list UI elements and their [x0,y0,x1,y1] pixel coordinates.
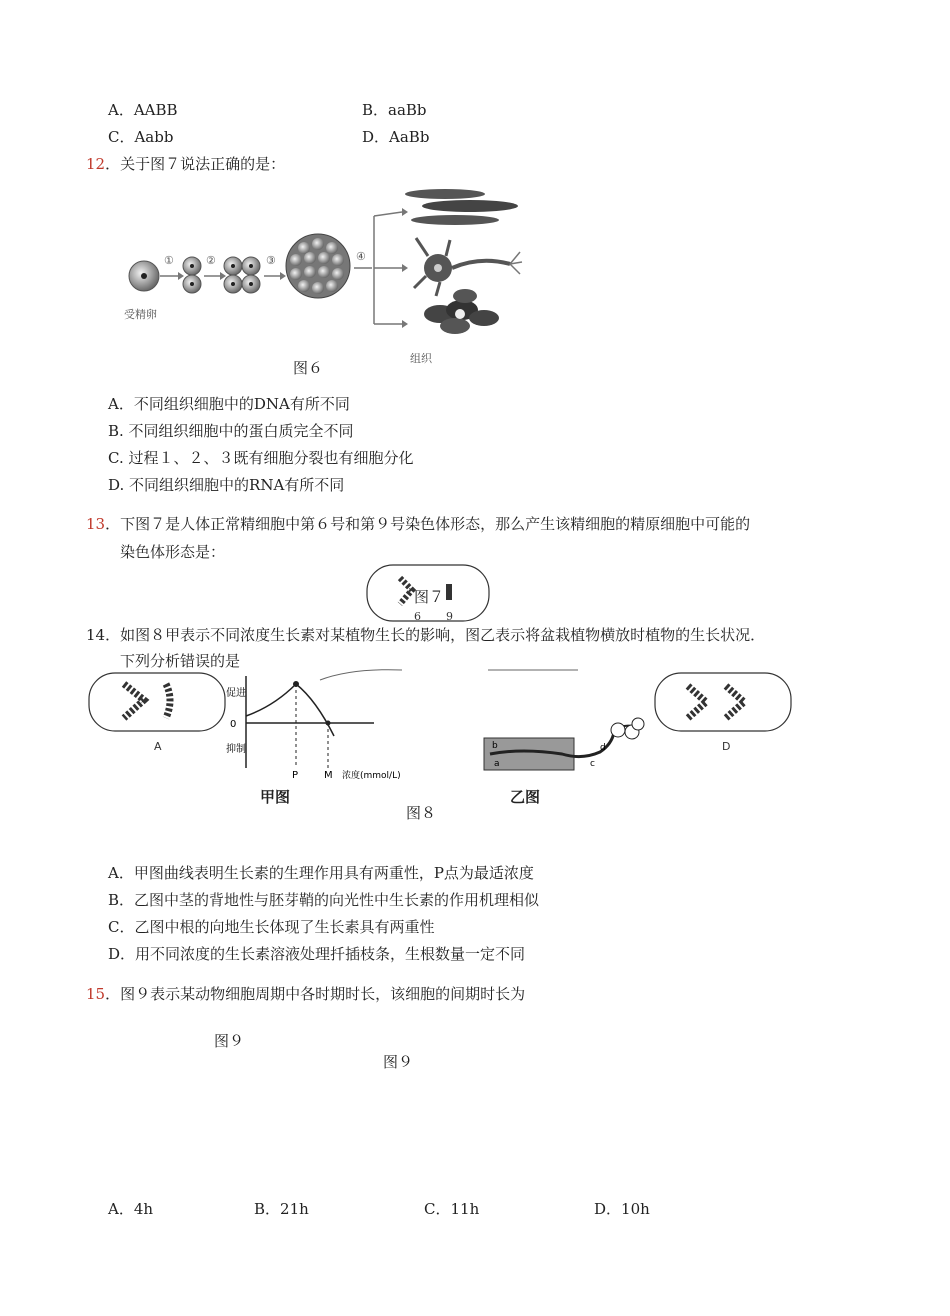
q15-number: 15 [86,985,106,1003]
figure-7-caption: 图７ [414,588,445,606]
q14-text-2: 下列分析错误的是 [120,652,241,670]
q13-choice-d-chromosomes [654,672,794,752]
q13-text-1: ．下图７是人体正常精细胞中第６号和第９号染色体形态，那么产生该精细胞的精原细胞中可能的 [105,515,751,533]
plant-label-d: d [600,743,606,753]
tissue-label: 组织 [410,352,432,365]
q15-option-a: A．4h [108,1200,154,1218]
chromosome-9-label: 9 [446,610,453,623]
q11-option-c: C．Aabb [108,128,174,146]
plant-label-a: a [494,759,500,769]
q14-option-d: D．用不同浓度的生长素溶液处理扦插枝条，生根数量一定不同 [108,945,526,963]
q13-number: 13 [86,515,106,533]
q15-option-d: D．10h [594,1200,650,1218]
chromosome-6-label: 6 [414,610,421,623]
q11-option-a: A．AABB [108,101,178,119]
figure-9-caption-2: 图９ [383,1053,414,1071]
q15-stem [86,983,525,1004]
q12-option-b: B. 不同组织细胞中的蛋白质完全不同 [108,422,354,440]
graph-y-promote: 促进 [226,688,246,699]
horizontal-plant-diagram [482,720,652,800]
q13-text-2: 染色体形态是： [120,543,226,561]
graph-x-m: M [324,770,333,781]
q15-option-c: C．11h [424,1200,480,1218]
graph-y-inhibit: 抑制 [226,744,246,755]
q12-number: 12 [86,155,106,173]
step-4-label: ④ [356,250,366,263]
q11-option-d: D．AaBb [362,128,430,146]
q12-option-d: D. 不同组织细胞中的RNA有所不同 [108,476,345,494]
neuron [414,238,522,296]
q14-number: 14 [86,626,106,644]
plant-label-b: b [492,741,498,751]
yi-label: 乙图 [510,788,541,806]
q14-text-1: ．如图８甲表示不同浓度生长素对某植物生长的影响，图乙表示将盆栽植物横放时植物的生长状况． [105,626,766,644]
q15-option-b: B．21h [254,1200,309,1218]
q12-option-c: C. 过程１、２、３既有细胞分裂也有细胞分化 [108,449,414,467]
q12-option-a: A．不同组织细胞中的DNA有所不同 [108,395,350,413]
graph-x-p: P [292,770,299,781]
step-3-label: ③ [266,254,276,267]
jia-label: 甲图 [260,788,291,806]
q11-option-b: B．aaBb [362,101,427,119]
muscle-tissue [405,189,518,225]
figure-9-caption-1: 图９ [214,1032,245,1050]
figure-6-caption: 图６ [293,359,324,377]
morula [286,234,350,298]
q14-option-a: A．甲图曲线表明生长素的生理作用具有两重性，P点为最适浓度 [108,864,534,882]
q13-stem [86,513,750,534]
step-2-label: ② [206,254,216,267]
figure-6-cell-differentiation [120,186,540,366]
choice-d-label: D [722,740,731,753]
q12-text: ．关于图７说法正确的是： [105,155,286,173]
q13-choice-a-chromosomes [88,672,228,753]
q15-text: ．图９表示某动物细胞周期中各时期时长，该细胞的间期时长为 [105,985,526,1003]
q14-stem [86,624,765,645]
zygote-label: 受精卵 [124,308,157,321]
auxin-concentration-graph [224,672,401,782]
q14-option-c: C．乙图中根的向地生长体现了生长素具有两重性 [108,918,435,936]
choice-a-label: A [154,740,162,753]
figure-8-caption: 图８ [406,804,437,822]
plant-label-c: c [590,759,595,769]
graph-x-label: 浓度(mmol/L) [342,771,401,781]
q12-stem [86,153,285,174]
q14-option-b: B．乙图中茎的背地性与胚芽鞘的向光性中生长素的作用机理相似 [108,891,540,909]
step-1-label: ① [164,254,174,267]
figure-7-chromosomes [366,564,490,622]
graph-y-zero: 0 [230,719,237,730]
